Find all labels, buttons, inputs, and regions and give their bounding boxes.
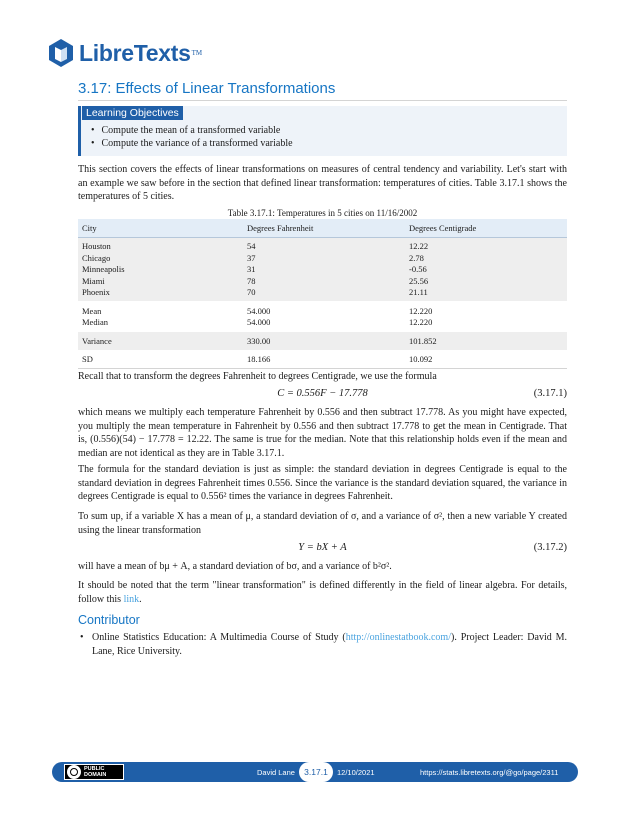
equation-1 [78, 388, 567, 402]
cell-fahrenheit: 78 [243, 275, 405, 287]
table-row [78, 252, 567, 264]
note-end: . [139, 593, 142, 605]
cell-centigrade: 25.56 [405, 275, 567, 287]
footer-author: David Lane [257, 768, 295, 777]
objective-item: • Compute the mean of a transformed variable [91, 124, 293, 137]
cell-centigrade: 12.22 [405, 241, 567, 253]
cell-city: Phoenix [78, 287, 243, 299]
cell-centigrade: 21.11 [405, 287, 567, 299]
cell-fahrenheit: 54.000 [247, 305, 271, 316]
table-row [78, 241, 567, 253]
cell-fahrenheit: 31 [243, 264, 405, 276]
contributor-text-a: Online Statistics Education: A Multimedia Course of Study ( [92, 632, 346, 643]
cell-fahrenheit: 54 [243, 241, 405, 253]
result-paragraph: will have a mean of bμ + A, a standard deviation of bσ, and a variance of b²σ². [78, 561, 392, 572]
libretexts-logo-icon [46, 38, 76, 68]
cell-stat-label: Mean [82, 305, 102, 316]
license-line-1: PUBLIC [84, 766, 105, 772]
table-row-variance [78, 335, 567, 347]
intro-text-c: cities. [147, 191, 175, 203]
cell-stat-label: SD [82, 354, 93, 365]
intro-paragraph [78, 163, 567, 204]
page-title: 3.17: Effects of Linear Transformations [78, 80, 336, 97]
cell-fahrenheit: 330.00 [243, 335, 405, 347]
cell-fahrenheit: 37 [243, 252, 405, 264]
equation-2 [78, 542, 567, 556]
cell-centigrade: 101.852 [405, 335, 567, 347]
means-paragraph: which means we multiply each temperature Fahrenheit by 0.556 and then subtract 17.778. As you might have expected, you multiply the mean temperature in Fahrenheit by 0.556 and then subtract 17.778 to get the mean in Centigrade. That is, (0.556)(54) − 17.778 = 12.22. The same is true for the median. Note that this relationship holds even if the mean and median are not identical as they are in Table 3.17.1. [78, 407, 567, 459]
intro-text-b: shows the temperatures of [78, 177, 567, 203]
table-caption: Table 3.17.1: Temperatures in 5 cities on 11/16/2002 [227, 208, 418, 218]
libretexts-logo[interactable] [46, 38, 202, 68]
title-divider [78, 100, 567, 101]
table-header-row [78, 219, 567, 238]
equation-1-formula: C = 0.556F − 17.778 [277, 388, 368, 399]
footer-url[interactable]: https://stats.libretexts.org/@go/page/2311 [420, 768, 559, 777]
table-reference: 3.17.1 [499, 177, 525, 189]
city-count: 5 [142, 191, 148, 203]
cell-centigrade: 2.78 [405, 252, 567, 264]
sd-paragraph: The formula for the standard deviation is just as simple: the standard deviation in degrees Centigrade is equal to the standard deviation in degrees Fahrenheit times 0.556. Since the variance is the standard deviation squared, the variance in degrees Centigrade is equal to 0.556² times the variance in degrees Fahrenheit. [78, 464, 567, 503]
trademark-mark: TM [191, 49, 203, 57]
note-paragraph [78, 579, 567, 606]
contributor-text-b: ). Project Leader: David M. Lane, Rice University. [92, 632, 567, 657]
contributor-heading: Contributor [78, 613, 140, 627]
cell-centigrade: 12.220 [409, 305, 433, 316]
objective-item: • Compute the variance of a transformed variable [91, 137, 293, 150]
intro-text-a: This section covers the effects of linear transformations on measures of central tendency and variability. Let's start with an example we saw before in the section that defined linear transformation: temperatures of cities. Table [78, 164, 567, 189]
table-row [78, 264, 567, 276]
cell-fahrenheit: 18.166 [247, 354, 271, 365]
table-row-sd [78, 354, 567, 366]
cell-centigrade: 12.220 [409, 317, 433, 328]
note-text: It should be noted that the term "linear transformation" is defined differently in the field of linear algebra. For details, follow this [78, 580, 567, 605]
cell-fahrenheit: 70 [243, 287, 405, 299]
column-header-fahrenheit: Degrees Fahrenheit [243, 219, 405, 238]
learning-objectives-label: Learning Objectives [82, 106, 183, 120]
cell-fahrenheit: 54.000 [247, 317, 271, 328]
public-domain-icon [67, 765, 81, 779]
sumup-paragraph: To sum up, if a variable X has a mean of μ, a standard deviation of σ, and a variance of σ², then a new variable Y created using the linear transformation [78, 511, 567, 536]
column-header-city: City [78, 219, 243, 238]
contributor-item [78, 631, 567, 658]
footer-date: 12/10/2021 [337, 768, 375, 777]
temperature-table [78, 219, 567, 369]
public-domain-badge[interactable] [64, 764, 124, 780]
table-row [78, 287, 567, 299]
learning-objectives-box [78, 106, 567, 156]
table-row [78, 275, 567, 287]
cell-city: Minneapolis [78, 264, 243, 276]
linear-algebra-link[interactable]: link [123, 593, 140, 605]
cell-stat-label: Variance [78, 335, 243, 347]
objectives-list [91, 124, 293, 150]
recall-paragraph: Recall that to transform the degrees Fahrenheit to degrees Centigrade, we use the formula [78, 371, 437, 382]
equation-2-number: (3.17.2) [533, 542, 567, 553]
column-header-centigrade: Degrees Centigrade [405, 219, 567, 238]
cell-city: Chicago [78, 252, 243, 264]
table-row-mean [78, 305, 567, 317]
equation-1-number: (3.17.1) [533, 388, 567, 399]
cell-stat-label: Median [82, 317, 108, 328]
cell-centigrade: 10.092 [409, 354, 433, 365]
equation-2-formula: Y = bX + A [298, 542, 347, 553]
cell-city: Miami [78, 275, 243, 287]
cell-centigrade: -0.56 [405, 264, 567, 276]
page-footer [52, 762, 578, 782]
license-line-2: DOMAIN [84, 772, 107, 778]
footer-page-number: 3.17.1 [299, 762, 333, 782]
table-row-median [78, 317, 567, 329]
onlinestatbook-link[interactable]: http://onlinestatbook.com/ [345, 632, 451, 643]
libretexts-wordmark: LibreTexts [79, 39, 191, 66]
cell-city: Houston [78, 241, 243, 253]
